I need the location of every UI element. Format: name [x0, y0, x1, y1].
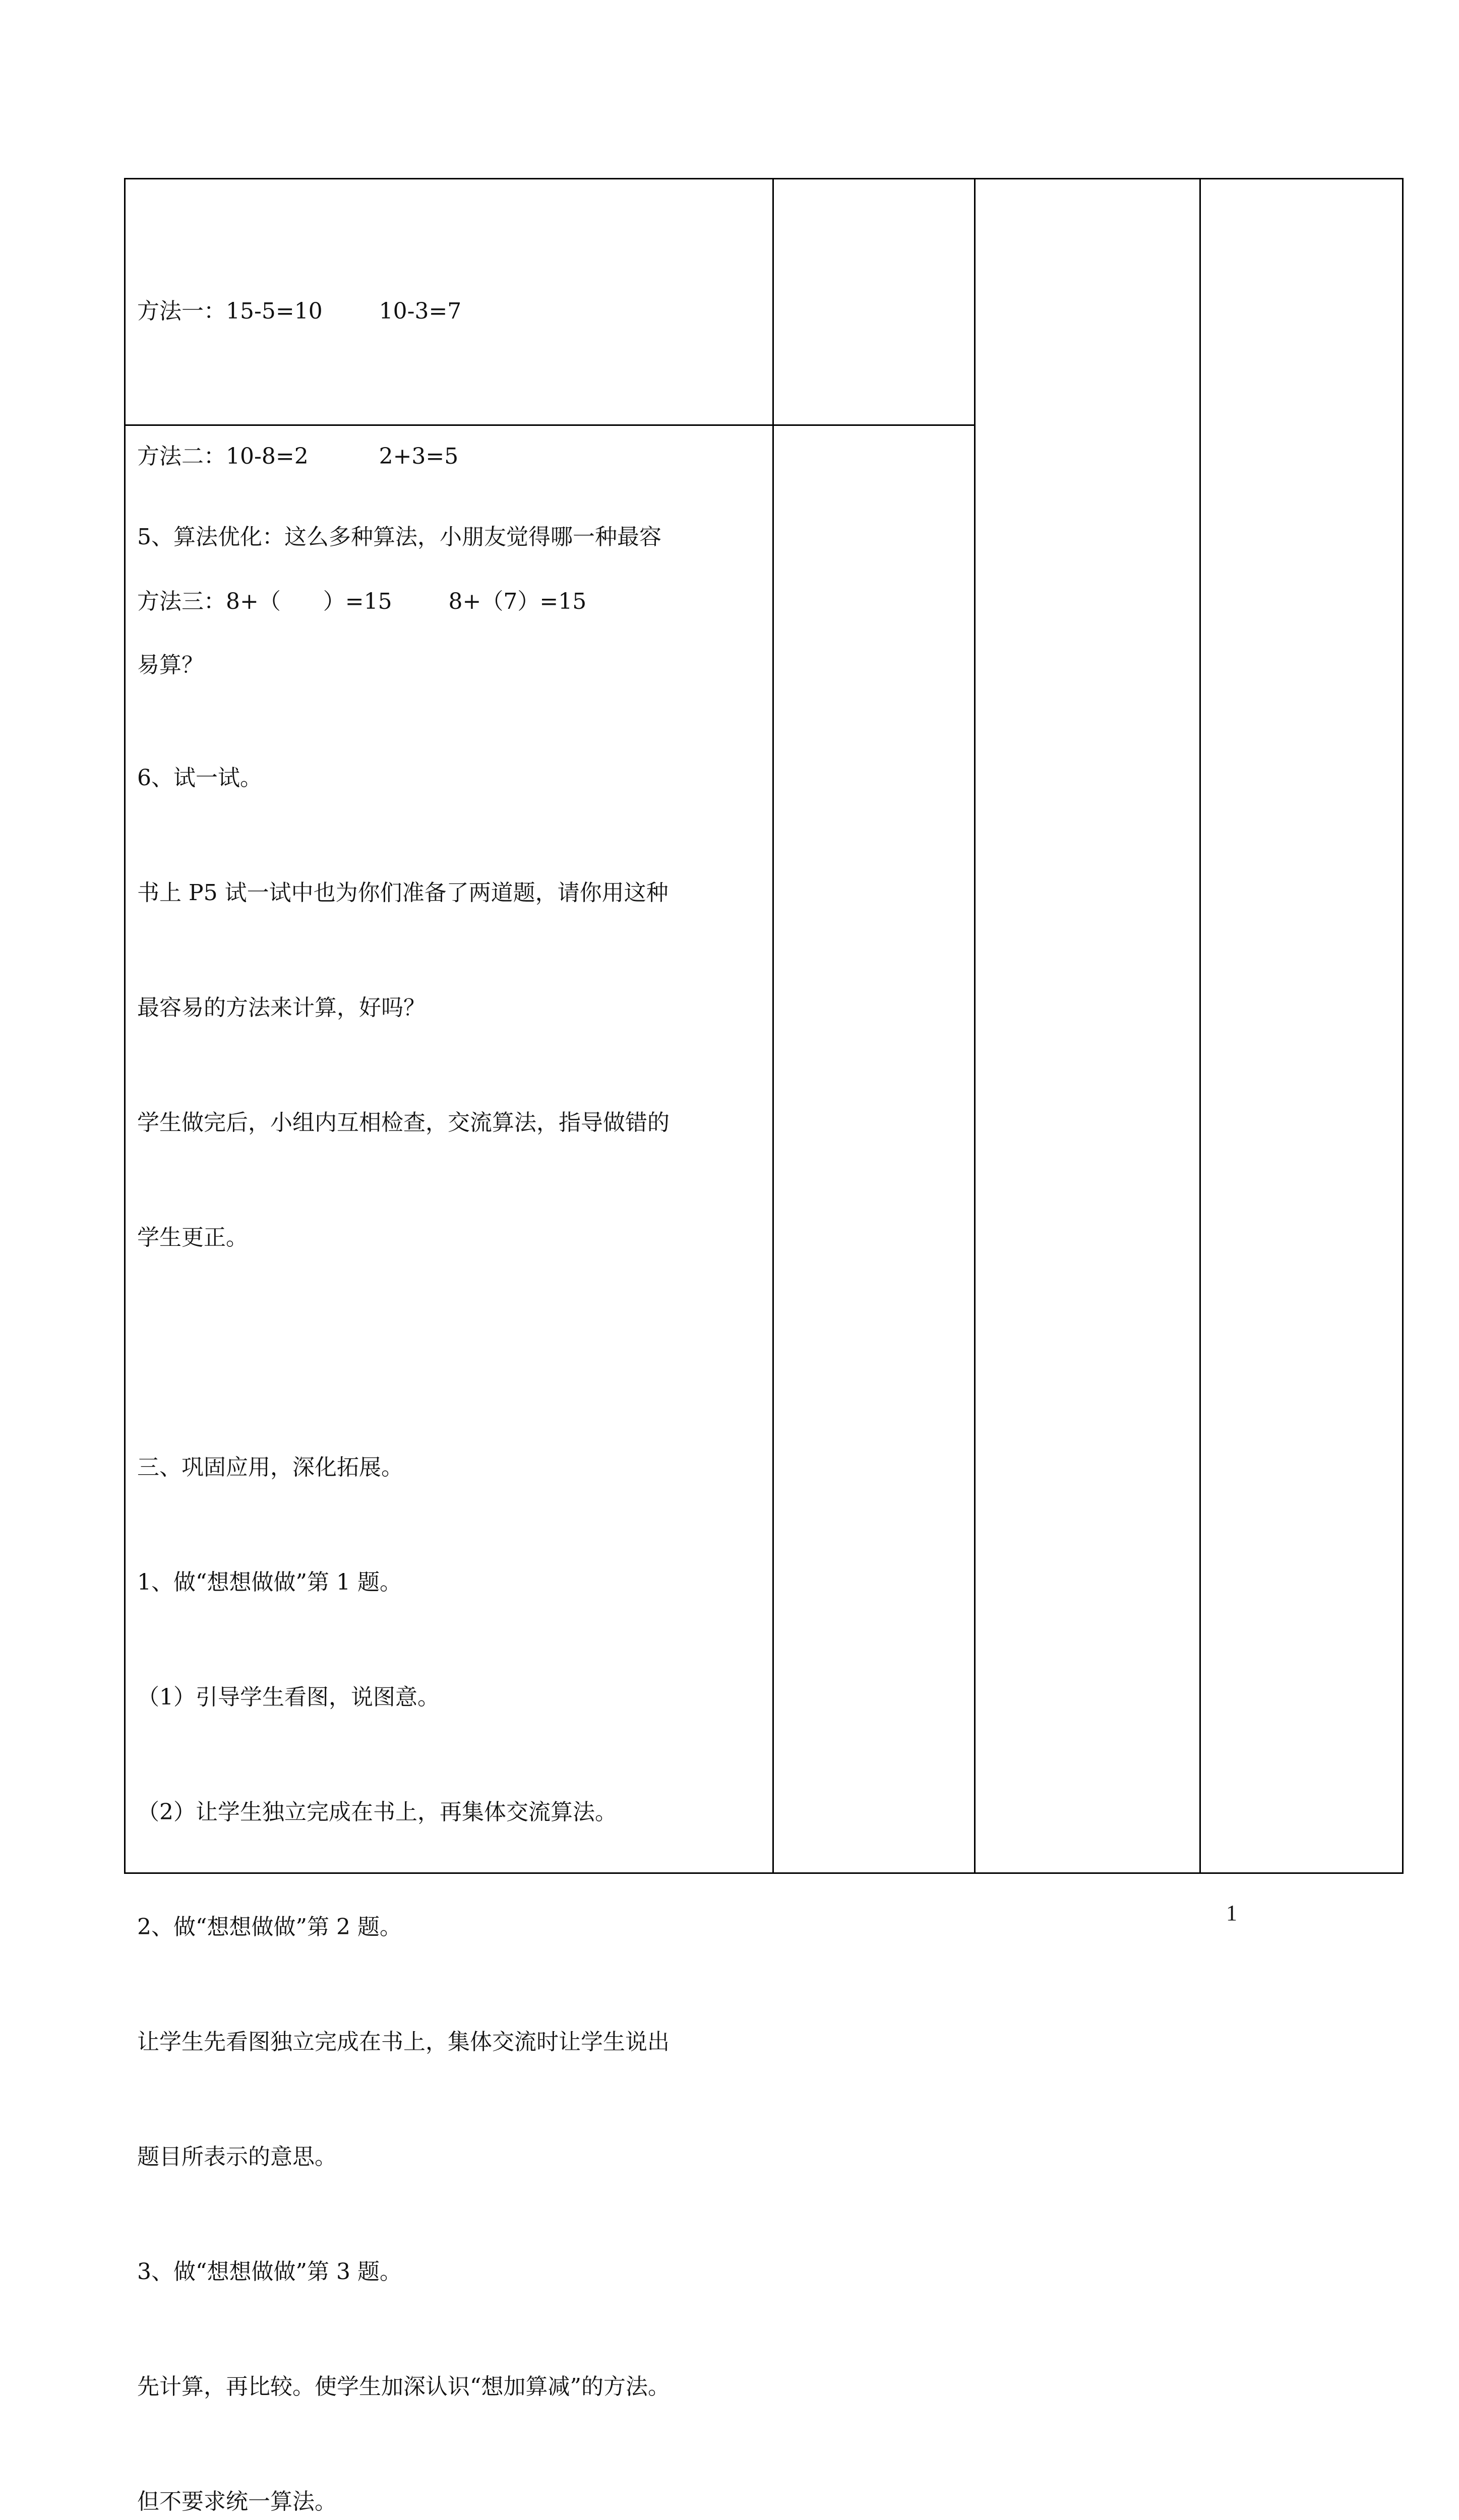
page-number: 1	[1226, 1901, 1237, 1925]
text-line: 1、做“想想做做”第 1 题。	[137, 1569, 402, 1595]
text-line: 让学生先看图独立完成在书上，集体交流时让学生说出	[137, 2029, 670, 2055]
text-line: 三、巩固应用，深化拓展。	[137, 1455, 403, 1480]
column-divider-2	[974, 178, 976, 1874]
text-line: 2、做“想想做做”第 2 题。	[137, 1914, 402, 1940]
text-line: 方法三：8+（ ）=15 8+（7）=15	[137, 589, 587, 614]
text-line: 先计算，再比较。使学生加深认识“想加算减”的方法。	[137, 2374, 670, 2400]
text-line: 方法二：10-8=2 2+3=5	[137, 444, 459, 469]
text-line: 但不要求统一算法。	[137, 2489, 337, 2514]
text-line: 3、做“想想做做”第 3 题。	[137, 2259, 402, 2285]
blank-line	[137, 1334, 670, 1372]
table-right-border	[1402, 178, 1404, 1874]
text-line: 学生做完后，小组内互相检查，交流算法，指导做错的	[137, 1110, 670, 1136]
text-line: 书上 P5 试一试中也为你们准备了两道题，请你用这种	[137, 880, 668, 906]
table-left-border	[124, 178, 126, 1874]
table-top-border	[124, 178, 1404, 179]
text-line: 5、算法优化：这么多种算法，小朋友觉得哪一种最容	[137, 524, 661, 550]
text-line: 最容易的方法来计算，好吗？	[137, 995, 425, 1021]
column-divider-3	[1199, 178, 1201, 1874]
text-line: 方法一：15-5=10 10-3=7	[137, 298, 462, 324]
column-divider-1	[772, 178, 774, 1874]
cell-lesson-body	[137, 438, 670, 2520]
text-line: 6、试一试。	[137, 765, 262, 791]
text-line: 题目所表示的意思。	[137, 2144, 337, 2170]
text-line: 学生更正。	[137, 1225, 248, 1250]
text-line: （1）引导学生看图，说图意。	[137, 1684, 440, 1710]
text-line: 易算？	[137, 652, 204, 678]
text-line: （2）让学生独立完成在书上，再集体交流算法。	[137, 1799, 617, 1825]
